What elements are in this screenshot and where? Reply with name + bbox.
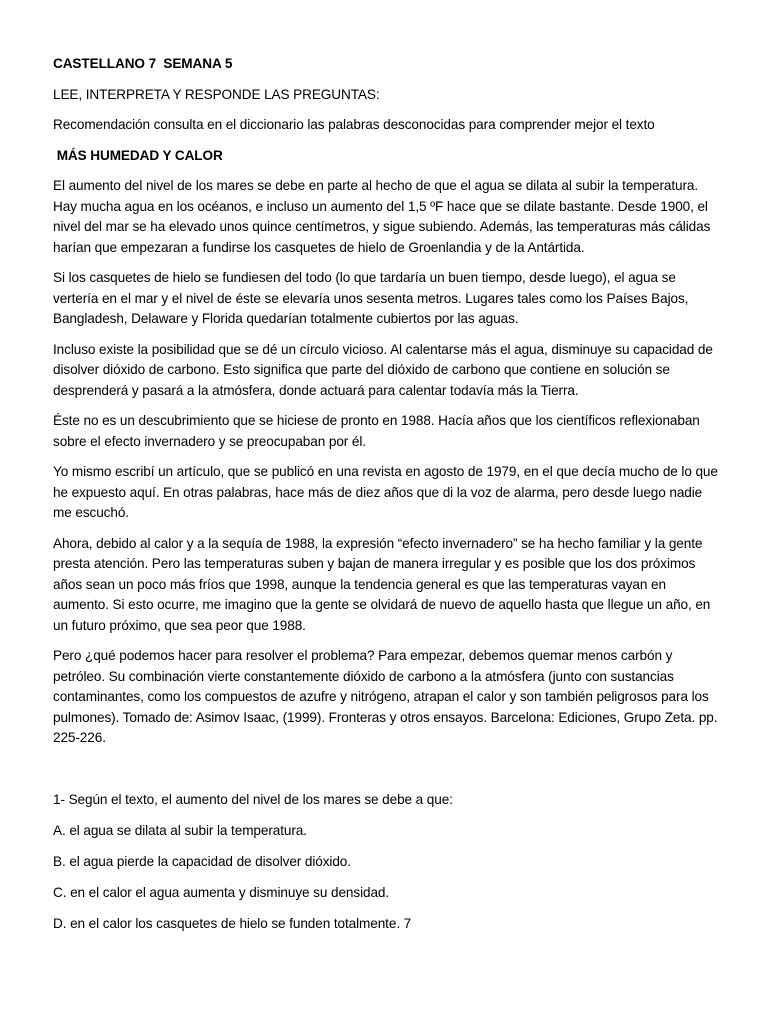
section-spacer (53, 759, 721, 790)
paragraph-3: Incluso existe la posibilidad que se dé un círculo vicioso. Al calentarse más el agua, disminuye su capacidad de disolver dióxido de carbono. Esto significa que parte del dióxido de carbono que contiene en solución se desprenderá y pasará a la atmósfera, donde actuará para calentar todavía más la Tierra. (53, 341, 713, 398)
question-prompt: 1- Según el texto, el aumento del nivel de los mares se debe a que: (53, 791, 453, 807)
document-page (53, 54, 721, 945)
article-title: MÁS HUMEDAD Y CALOR (53, 147, 223, 163)
question-option-b: B. el agua pierde la capacidad de disolver dióxido. (53, 853, 351, 869)
paragraph-6: Ahora, debido al calor y a la sequía de 1988, la expresión “efecto invernadero” se ha hecho familiar y la gente presta atención. Pero las temperaturas suben y bajan de manera irregular y es posible que los dos próximos años sean un poco más fríos que 1998, aunque la tendencia general es que las temperaturas vayan en aumento. Si esto ocurre, me imagino que la gente se olvidará de nuevo de aquello hasta que llegue un año, en un futuro próximo, que sea peor que 1988. (53, 535, 711, 633)
recommendation-text: Recomendación consulta en el diccionario las palabras desconocidas para comprender mejor el texto (53, 117, 655, 132)
document-header: CASTELLANO 7 SEMANA 5 (53, 56, 233, 71)
question-option-d: D. en el calor los casquetes de hielo se funden totalmente. 7 (53, 915, 412, 931)
paragraph-1: El aumento del nivel de los mares se debe en parte al hecho de que el agua se dilata al subir la temperatura. Hay mucha agua en los océanos, e incluso un aumento del 1,5 ºF hace que se dilate bastante. Desde 1900, el nivel del mar se ha elevado unos quince centímetros, y sigue subiendo. Además, las temperaturas más cálidas harían que empezaran a fundirse los casquetes de hielo de Groenlandia y de la Antártida. (53, 178, 711, 255)
question-option-c: C. en el calor el agua aumenta y disminuye su densidad. (53, 884, 390, 900)
paragraph-4: Éste no es un descubrimiento que se hiciese de pronto en 1988. Hacía años que los científicos reflexionaban sobre el efecto invernadero y se preocupaban por él. (53, 413, 700, 449)
paragraph-5: Yo mismo escribí un artículo, que se publicó en una revista en agosto de 1979, en el que decía mucho de lo que he expuesto aquí. En otras palabras, hace más de diez años que di la voz de alarma, pero desde luego nadie me escuchó. (53, 464, 718, 520)
paragraph-7: Pero ¿qué podemos hacer para resolver el problema? Para empezar, debemos quemar menos carbón y petróleo. Su combinación vierte constantemente dióxido de carbono a la atmósfera (junto con sustancias contaminantes, como los compuestos de azufre y nitrógeno, atrapan el calor y son también peligrosos para los pulmones). Tomado de: Asimov Isaac, (1999). Fronteras y otros ensayos. Barcelona: Ediciones, Grupo Zeta. pp. 225-226. (53, 648, 718, 745)
question-option-a: A. el agua se dilata al subir la temperatura. (53, 822, 307, 838)
paragraph-2: Si los casquetes de hielo se fundiesen del todo (lo que tardaría un buen tiempo, desde luego), el agua se vertería en el mar y el nivel de éste se elevaría unos sesenta metros. Lugares tales como los Países Bajos, Bangladesh, Delaware y Florida quedarían totalmente cubiertos por las aguas. (53, 270, 689, 326)
instruction-text: LEE, INTERPRETA Y RESPONDE LAS PREGUNTAS: (53, 86, 380, 102)
